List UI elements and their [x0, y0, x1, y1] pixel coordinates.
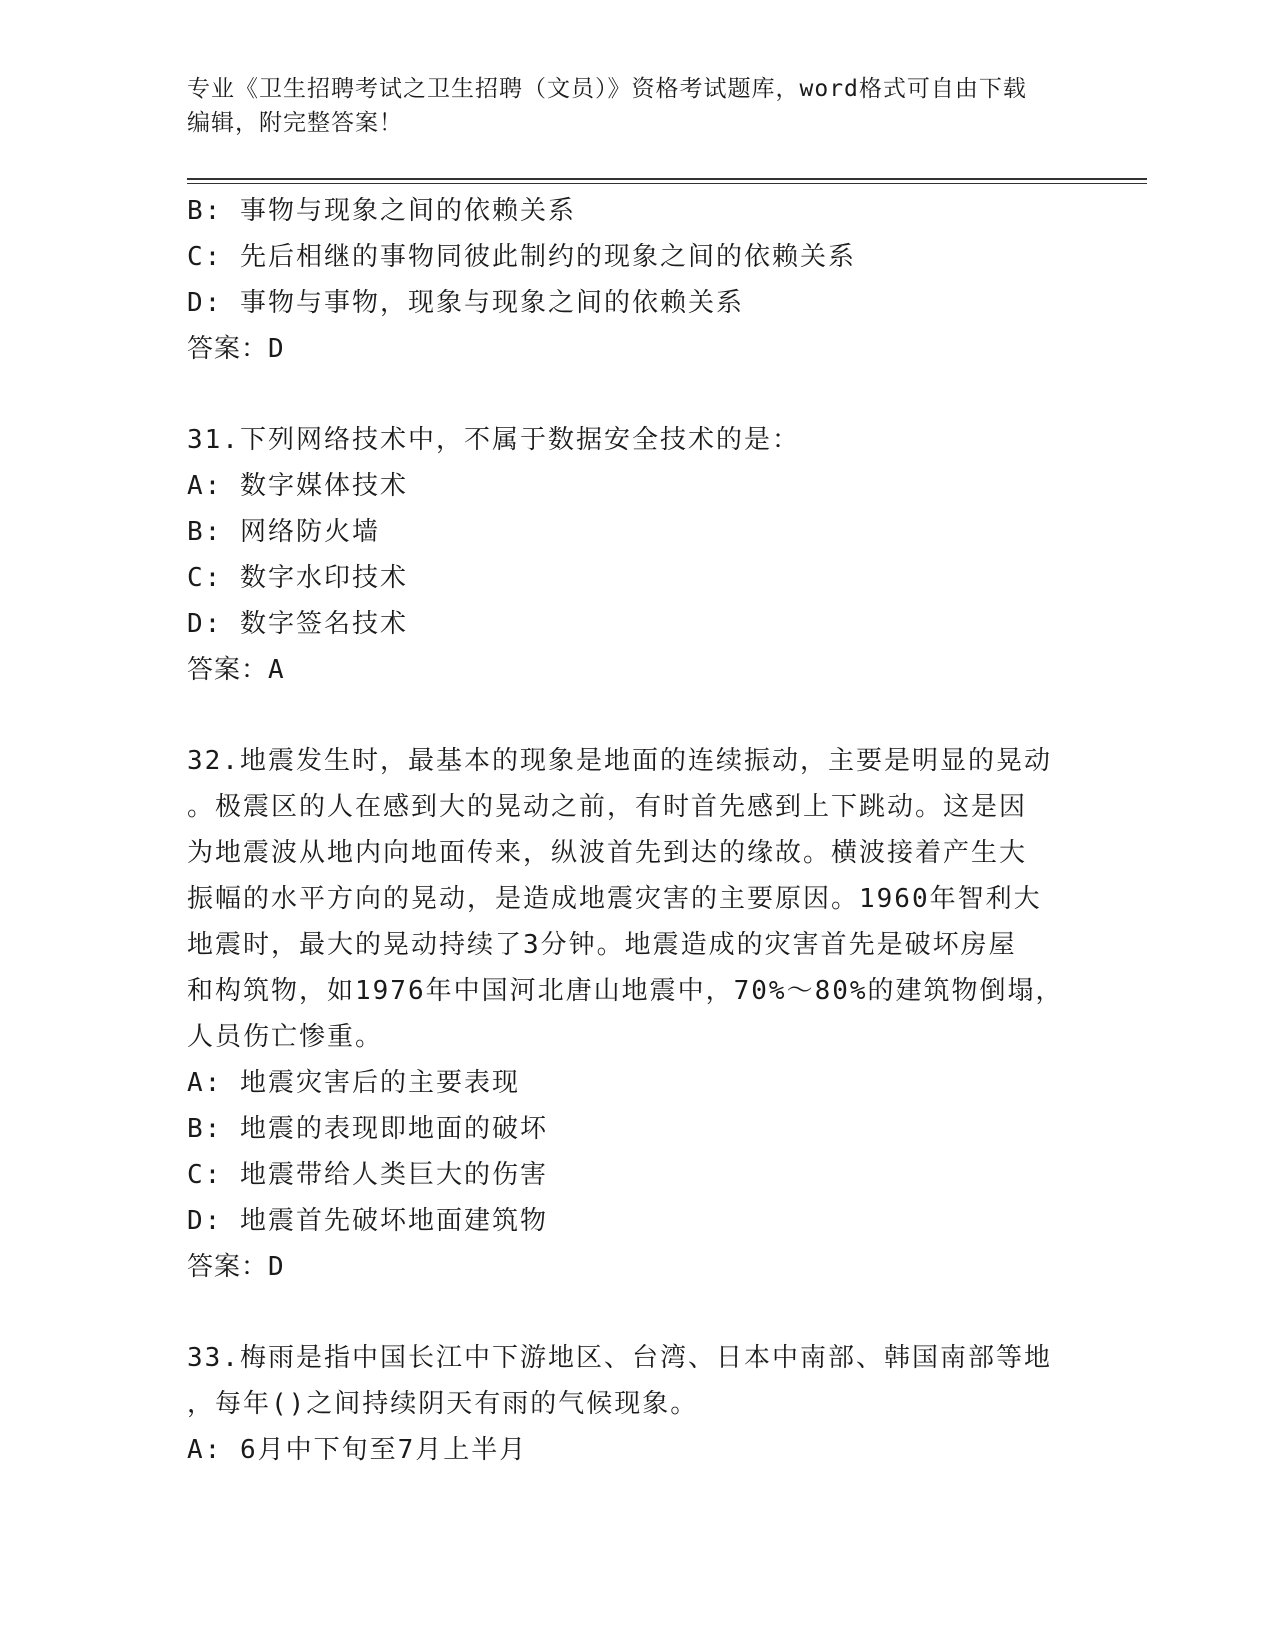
header-divider-thin: [187, 183, 1147, 184]
option-c: C: 地震带给人类巨大的伤害: [187, 1160, 548, 1190]
question-stem: [187, 1335, 1067, 1427]
stem-line: 为地震波从地内向地面传来，纵波首先到达的缘故。横波接着产生大: [187, 838, 1028, 868]
stem-line: 32.地震发生时，最基本的现象是地面的连续振动，主要是明显的晃动: [187, 746, 1052, 776]
spacer: [187, 1290, 1067, 1335]
question-32: [187, 738, 1067, 1290]
stem-line: 人员伤亡惨重。: [187, 1022, 384, 1052]
stem-line: 振幅的水平方向的晃动，是造成地震灾害的主要原因。1960年智利大: [187, 884, 1042, 914]
option-c: C: 先后相继的事物同彼此制约的现象之间的依赖关系: [187, 242, 856, 272]
option-d: D: 数字签名技术: [187, 609, 408, 639]
document-header: [187, 72, 1087, 140]
stem-line: 和构筑物，如1976年中国河北唐山地震中，70%～80%的建筑物倒塌，: [187, 976, 1064, 1006]
question-content: [187, 188, 1067, 1473]
answer-label: 答案：: [187, 334, 269, 364]
stem-line: 地震时，最大的晃动持续了3分钟。地震造成的灾害首先是破坏房屋: [187, 930, 1017, 960]
option-a: A: 地震灾害后的主要表现: [187, 1068, 520, 1098]
answer-value: D: [268, 334, 285, 364]
stem-line: 。极震区的人在感到大的晃动之前，有时首先感到上下跳动。这是因: [187, 792, 1028, 822]
question-stem: [187, 738, 1067, 1060]
question-31: [187, 417, 1067, 693]
answer-label: 答案：: [187, 655, 269, 685]
stem-line: 33.梅雨是指中国长江中下游地区、台湾、日本中南部、韩国南部等地: [187, 1343, 1052, 1373]
answer-line: [187, 1244, 1067, 1290]
option-a: A: 数字媒体技术: [187, 471, 408, 501]
option-b: B: 网络防火墙: [187, 517, 380, 547]
option-b: B: 地震的表现即地面的破坏: [187, 1114, 548, 1144]
header-line-1: 专业《卫生招聘考试之卫生招聘（文员）》资格考试题库，word格式可自由下载: [187, 76, 1027, 102]
option-b: B: 事物与现象之间的依赖关系: [187, 196, 576, 226]
answer-value: D: [268, 1252, 285, 1282]
option-d: D: 地震首先破坏地面建筑物: [187, 1206, 548, 1236]
option-c: C: 数字水印技术: [187, 563, 408, 593]
option-a: A: 6月中下旬至7月上半月: [187, 1435, 528, 1465]
answer-label: 答案：: [187, 1252, 269, 1282]
answer-line: [187, 647, 1067, 693]
answer-value: A: [268, 655, 285, 685]
spacer: [187, 693, 1067, 738]
question-stem: 31.下列网络技术中，不属于数据安全技术的是：: [187, 425, 800, 455]
stem-line: ，每年()之间持续阴天有雨的气候现象。: [187, 1389, 699, 1419]
question-30-tail: [187, 188, 1067, 372]
spacer: [187, 372, 1067, 417]
answer-line: [187, 326, 1067, 372]
option-d: D: 事物与事物，现象与现象之间的依赖关系: [187, 288, 744, 318]
header-divider-thick: [187, 178, 1147, 180]
header-line-2: 编辑，附完整答案！: [187, 110, 403, 136]
question-33: [187, 1335, 1067, 1473]
